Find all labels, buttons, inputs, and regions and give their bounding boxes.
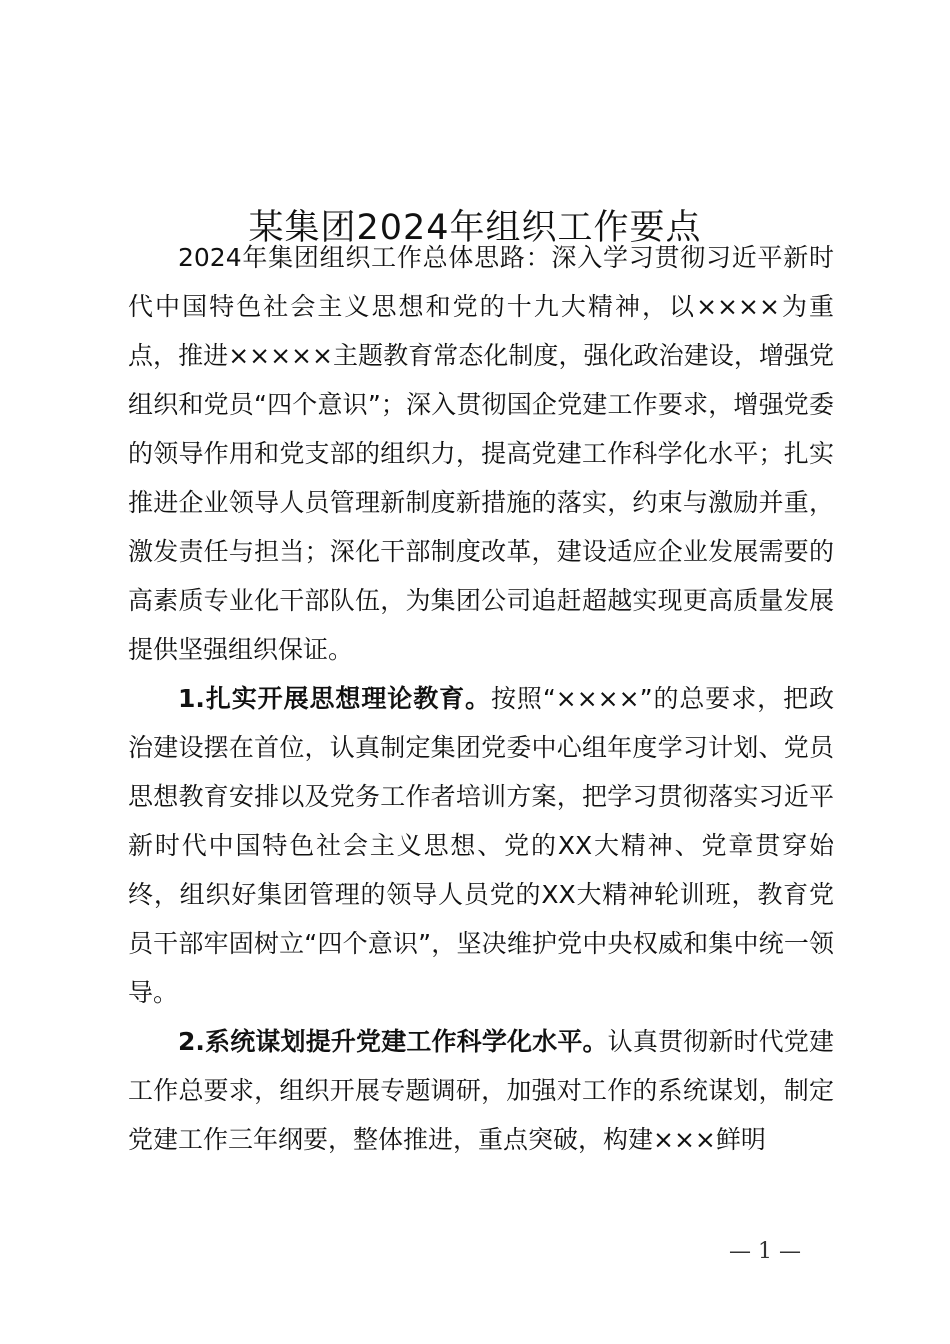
item-body-1: 按照“××××”的总要求，把政治建设摆在首位，认真制定集团党委中心组年度学习计划、党员思想教育安排以及党务工作者培训方案，把学习贯彻落实习近平新时代中国特色社会主义思想、党的XX大精神、党章贯穿始终，组织好集团管理的领导人员党的XX大精神轮训班，教育党员干部牢固树立“四个意识”，坚决维护党中央权威和集中统一领导。 — [128, 684, 834, 1007]
item-paragraph-2 — [128, 1017, 834, 1164]
document-title: 某集团2024年组织工作要点 — [248, 208, 702, 249]
document-body — [128, 233, 834, 1164]
item-heading-2: 2.系统谋划提升党建工作科学化水平。 — [178, 1027, 608, 1056]
item-body-2: 认真贯彻新时代党建工作总要求，组织开展专题调研，加强对工作的系统谋划，制定党建工作三年纲要，整体推进，重点突破，构建×××鲜明 — [128, 1027, 834, 1154]
item-heading-1: 1.扎实开展思想理论教育。 — [178, 684, 491, 713]
item-paragraph-1 — [128, 674, 834, 1017]
overview-paragraph: 2024年集团组织工作总体思路：深入学习贯彻习近平新时代中国特色社会主义思想和党的十九大精神，以××××为重点，推进×××××主题教育常态化制度，强化政治建设，增强党组织和党员“四个意识”；深入贯彻国企党建工作要求，增强党委的领导作用和党支部的组织力，提高党建工作科学化水平；扎实推进企业领导人员管理新制度新措施的落实，约束与激励并重，激发责任与担当；深化干部制度改革，建设适应企业发展需要的高素质专业化干部队伍，为集团公司追赶超越实现更高质量发展提供坚强组织保证。 — [128, 243, 834, 664]
page-number: — 1 — — [729, 1239, 801, 1264]
